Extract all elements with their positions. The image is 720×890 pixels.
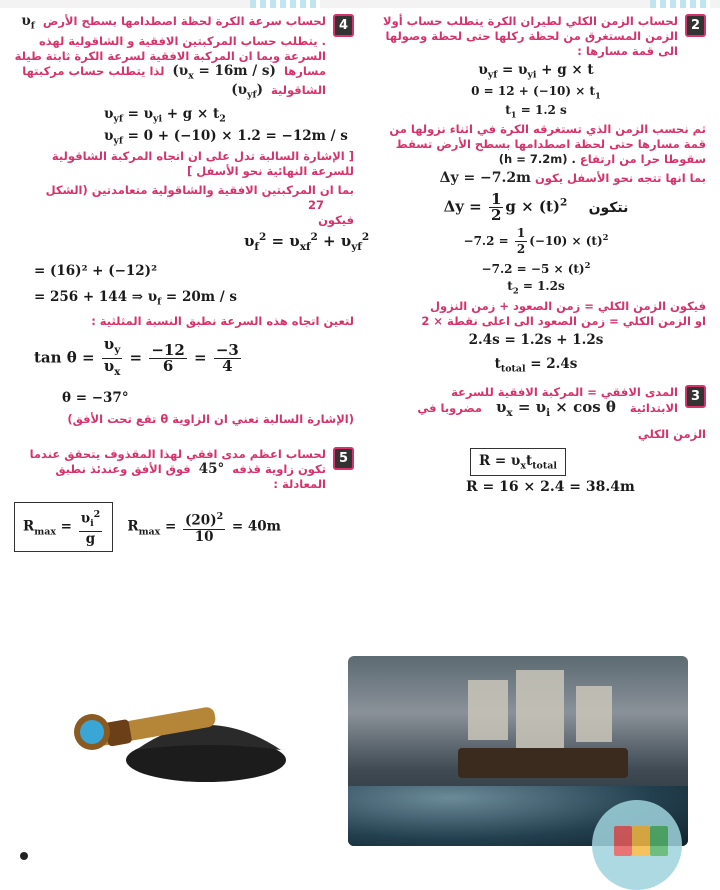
s4-eq2: $\upsilon_{yf} = 0 + (-10) \times 1.2 = -12m / s$ [104, 127, 348, 147]
section-3 [366, 385, 706, 496]
s5-eq: $R_{max}$ = $\frac{\upsilon_i^2}{g}$ $R_{max}$ = $\frac{(20)^2}{10}$ = 40m [14, 502, 354, 552]
s4-eq1: $\upsilon_{yf} = \upsilon_{yi} + g \times t_2$ [104, 106, 226, 125]
s4-eq3: $\upsilon_f^2 = \upsilon_{xf}^2 + \upsilon_{yf}^2$ [244, 231, 370, 254]
top-band [0, 0, 720, 8]
s2-eq8: 2.4s = 1.2s + 1.2s [468, 331, 604, 348]
s3-text2: الابتدائية $\upsilon_x = \upsilon_i \times \cos \theta$ مضروبا في [417, 397, 678, 419]
s2-text3: بما انها تتجه نحو الأسفل يكون Δy = −7.2m [439, 170, 706, 187]
telescope-hat-image [66, 680, 286, 790]
s2-eq4: Δy = $\frac{1}{2}$ $g \times (t)^2$ نتكون [443, 190, 629, 225]
s3-eq3: R = 16 × 2.4 = 38.4m [466, 479, 635, 496]
section-number-5: 5 [333, 447, 354, 470]
s4-eq4: = (16)² + (−12)² [34, 263, 157, 280]
section-number-2: 2 [685, 14, 706, 37]
section-number-4: 4 [333, 14, 354, 37]
section-5 [14, 447, 354, 552]
s2-text2: ثم نحسب الزمن الذي تستغرقه الكرة في اثناء نزولها من قمة مسارها حتى لحظة اصطدامها بسطح الأرض تسقط سقوطا حرا من ارتفاع (h = 7.2m) . [389, 122, 706, 167]
s2-text4: فيكون الزمن الكلي = زمن الصعود + زمن النزول [429, 298, 706, 313]
s2-eq1: $\upsilon_{yf} = \upsilon_{yi} + g \times t$ [478, 62, 594, 81]
s5-text1: لحساب اعظم مدى افقي لهذا المقذوف يتحقق عندما تكون زاوية قذفه 45° فوق الأفق وعندئذ نطبق المعادلة : [29, 447, 326, 492]
publisher-logo [592, 800, 682, 890]
s2-eq5: −7.2 = $\frac{1}{2}$ $(-10) \times (t)^2$ [463, 226, 609, 257]
s2-eq7: $t_2 = 1.2s$ [507, 279, 565, 296]
page-dot [20, 852, 28, 860]
top-decoration-right [650, 0, 710, 8]
right-column [366, 14, 706, 498]
s4-text6: فيكون [318, 213, 354, 228]
s4-text7: لتعين اتجاه هذه السرعة نطبق النسبة المثلثية : [91, 314, 354, 329]
s2-eq9: $t_{total} = 2.4s$ [494, 355, 578, 375]
section-2 [366, 14, 706, 375]
s4-eq6: θ = −37° [62, 390, 129, 407]
s2-text5: او الزمن الكلي = زمن الصعود الى اعلى نقطة × 2 [421, 313, 706, 328]
s3-text1: المدى الافقي = المركبة الافقية للسرعة [451, 384, 678, 399]
top-decoration [250, 0, 320, 8]
s4-text1: لحساب سرعة الكرة لحظة اصطدامها بسطح الأرض $\upsilon_f$ . يتطلب حساب المركبتين الافقية و الشاقولية لهذه السرعة وبما ان المركبة الافقية لسرعة الكرة ثابتة طيلة مسارها $(\upsilon_x = 16m / s)$ لذا يتطلب حساب مركبتها الشاقولية $(\upsilon_{yf})$ [14, 13, 326, 102]
s4-text5: بما ان المركبتين الافقية والشاقولية متعامدتين (الشكل 27 [45, 183, 354, 213]
s4-eq-tan: tan θ = $\frac{\upsilon_y}{\upsilon_x}$ = $\frac{-12}{6}$ = $\frac{-3}{4}$ [34, 335, 239, 379]
s4-eq5: = 256 + 144 ⇒ $\upsilon_f = 20m / s$ [34, 289, 237, 309]
s4-text8: (الإشارة السالبة تعني ان الزاوية θ تقع تحت الأفق) [67, 412, 354, 427]
s3-eq2: $R = \upsilon_xt_{total}$ [470, 448, 706, 477]
section-number-3: 3 [685, 385, 706, 408]
left-column [14, 13, 370, 555]
s4-text4: [ الإشارة السالبة تدل على ان اتجاه المركبة الشاقولية للسرعة النهائية نحو الأسفل ] [51, 149, 354, 179]
s3-text4: الزمن الكلي [637, 426, 706, 441]
s2-eq3: $t_1 = 1.2$ s [505, 103, 567, 120]
s2-intro: لحساب الزمن الكلي لطيران الكرة يتطلب حساب أولا الزمن المستغرق من لحظة ركلها حتى لحظة وصولها الى قمة مسارها : [383, 14, 678, 58]
rmax-box: $R_{max}$ = $\frac{\upsilon_i^2}{g}$ [14, 502, 113, 552]
s2-eq2: $0 = 12 + (-10) \times t_1$ [471, 83, 601, 101]
s2-eq6: $-7.2 = -5 \times (t)^2$ [481, 260, 591, 277]
section-4 [14, 13, 370, 427]
